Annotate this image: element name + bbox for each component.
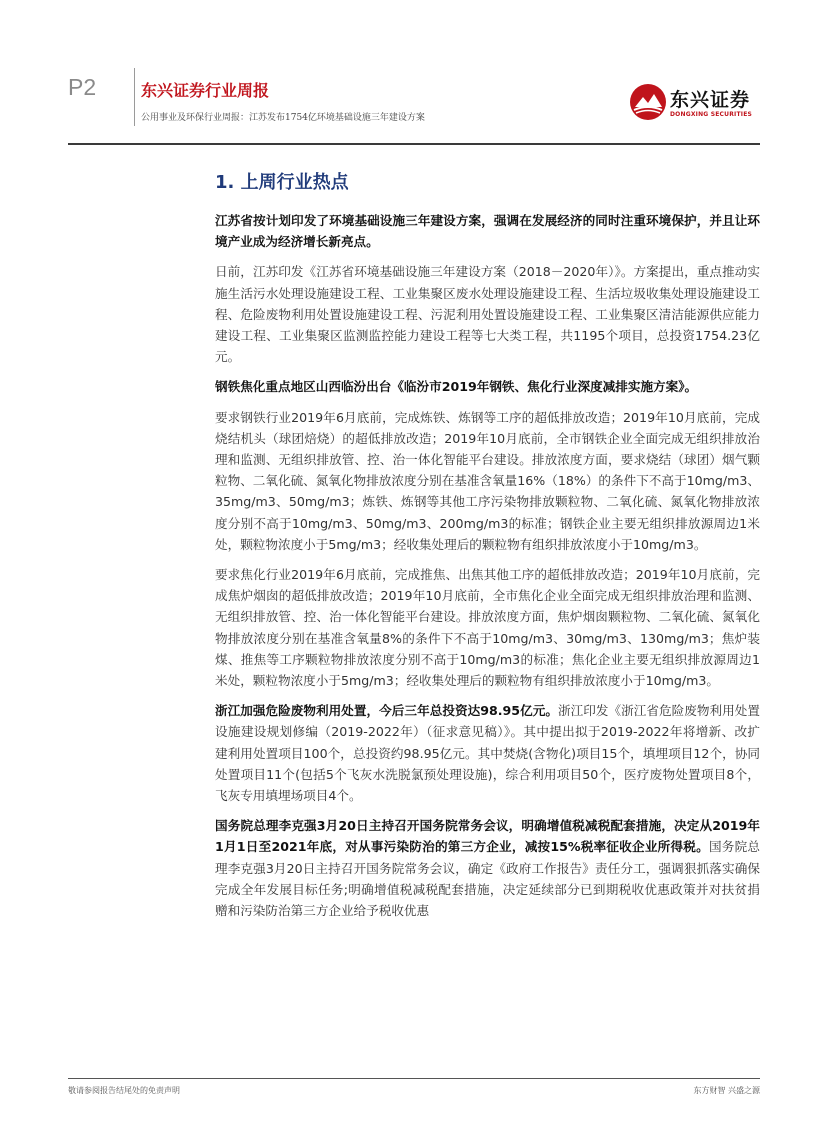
paragraph-6 [215,700,760,806]
paragraph-6-bold: 浙江加强危险废物利用处置，今后三年总投资达98.95亿元。 [215,703,558,719]
page-number: P2 [68,74,97,100]
paragraph-5 [215,564,760,691]
paragraph-2 [215,261,760,367]
paragraph-2-text: 日前，江苏印发《江苏省环境基础设施三年建设方案（2018－2020年）》。方案提出，重点推动实施生活污水处理设施建设工程、工业集聚区废水处理设施建设工程、生活垃圾收集处理设施建设工程、危险废物利用处置设施建设工程、污泥利用处置设施建设工程、工业集聚区清洁能源供应能力建设工程、工业集聚区监测监控能力建设工程等七大类工程，共1195个项目，总投资1754.23亿元。 [215,264,760,365]
report-subtitle: 公用事业及环保行业周报：江苏发布1754亿环境基础设施三年建设方案 [141,113,425,123]
paragraph-7 [215,815,760,921]
paragraph-7-bold: 国务院总理李克强3月20日主持召开国务院常务会议，明确增值税减税配套措施，决定从2019年1月1日至2021年底，对从事污染防治的第三方企业，减按15%税率征收企业所得税。 [215,818,760,855]
header-divider [134,68,135,126]
logo-english-text: DONGXING SECURITIES [670,111,753,118]
paragraph-3 [215,376,760,397]
paragraph-4-text: 要求钢铁行业2019年6月底前，完成炼铁、炼钢等工序的超低排放改造；2019年10月底前，完成烧结机头（球团焙烧）的超低排放改造；2019年10月底前，全市钢铁企业全面完成无组织排放治理和监测、无组织排放管、控、治一体化智能平台建设。排放浓度方面，要求烧结（球团）烟气颗粒物、二氧化硫、氮氧化物排放浓度分别在基准含氧量16%（18%）的条件下不高于10mg/m3、35mg/m3、50mg/m3；炼铁、炼钢等其他工序污染物排放颗粒物、二氧化硫、氮氧化物排放浓度分别不高于10mg/m3、50mg/m3、200mg/m3的标准；钢铁企业主要无组织排放源周边1米处，颗粒物浓度小于5mg/m3；经收集处理后的颗粒物有组织排放浓度小于10mg/m3。 [215,409,760,552]
disclaimer-note: 敬请参阅报告结尾处的免责声明 [68,1086,180,1095]
company-logo [628,82,763,122]
paragraph-4 [215,407,760,555]
article-body [215,210,760,930]
paragraph-3-bold: 钢铁焦化重点地区山西临汾出台《临汾市2019年钢铁、焦化行业深度减排实施方案》。 [215,379,698,395]
paragraph-6-text: 浙江印发《浙江省危险废物利用处置设施建设规划修编（2019-2022年）（征求意见稿）》。其中提出拟于2019-2022年将增新、改扩建利用处置项目100个，总投资约98.95亿元。其中焚烧(含物化)项目15个，填埋项目12个，协同处置项目11个(包括5个飞灰水洗脱氯预处理设施)，综合利用项目50个，医疗废物处置项目8个，飞灰专用填埋场项目4个。 [215,703,760,804]
footer-rule [68,1078,760,1079]
section-title: 1. 上周行业热点 [215,172,349,193]
logo-text: 东兴证券 [670,89,751,111]
paragraph-1 [215,210,760,252]
footer-slogan: 东方财智 兴盛之源 [693,1086,760,1095]
paragraph-7-text: 国务院总理李克强3月20日主持召开国务院常务会议，确定《政府工作报告》责任分工，强调狠抓落实确保完成全年发展目标任务;明确增值税减税配套措施，决定延续部分已到期税收优惠政策并对扶贫捐赠和污染防治第三方企业给予税收优惠 [215,839,760,919]
logo-mark-icon [628,82,668,122]
paragraph-5-text: 要求焦化行业2019年6月底前，完成推焦、出焦其他工序的超低排放改造；2019年10月底前，完成焦炉烟囱的超低排放改造；2019年10月底前，全市焦化企业全面完成无组织排放治理和监测、无组织排放管、控、治一体化智能平台建设。排放浓度方面，焦炉烟囱颗粒物、二氧化硫、氮氧化物排放浓度分别在基准含氧量8%的条件下不高于10mg/m3、30mg/m3、130mg/m3；焦炉装煤、推焦等工序颗粒物排放浓度分别不高于10mg/m3的标准；焦化企业主要无组织排放源周边1米处，颗粒物浓度小于5mg/m3；经收集处理后的颗粒物有组织排放浓度小于10mg/m3。 [215,567,760,689]
paragraph-1-bold: 江苏省按计划印发了环境基础设施三年建设方案，强调在发展经济的同时注重环境保护，并且让环境产业成为经济增长新亮点。 [215,213,760,250]
report-title: 东兴证券行业周报 [141,81,270,100]
header-rule [68,143,760,145]
